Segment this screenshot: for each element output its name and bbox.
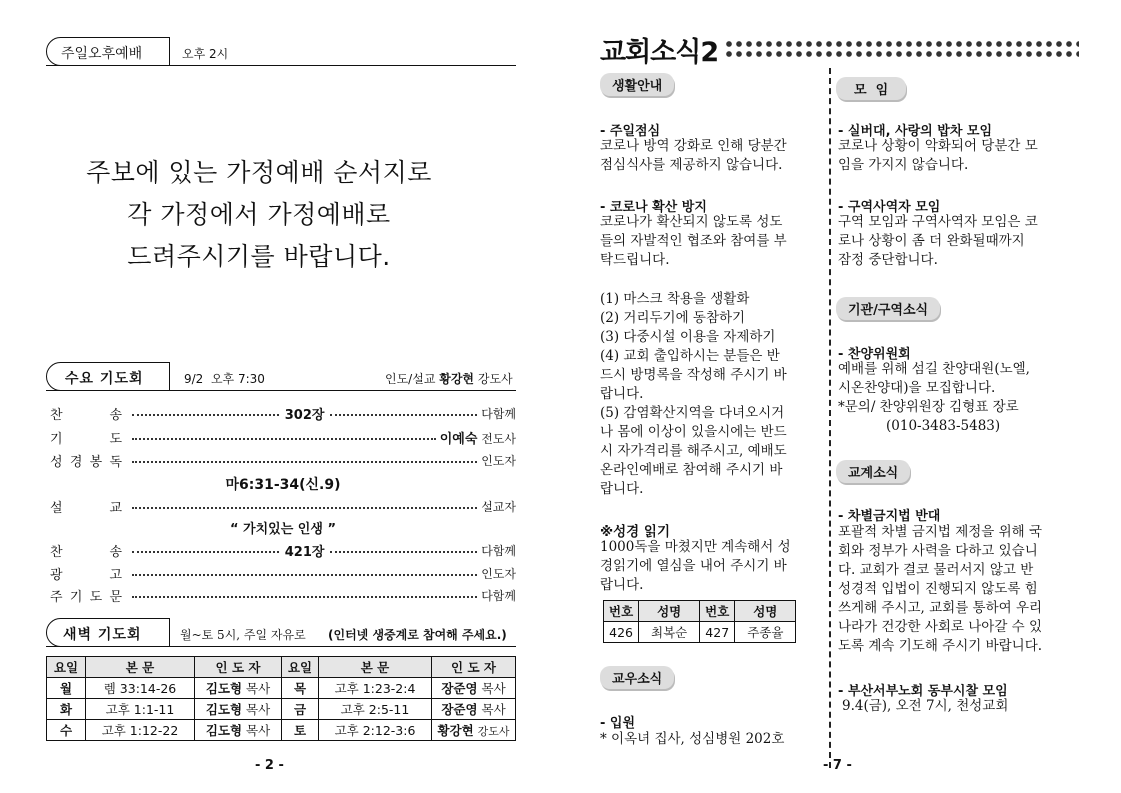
- para-sunday-lunch: 코로나 방역 강화로 인해 당분간 점심식사를 제공하지 않습니다.: [600, 138, 787, 173]
- page-number-right: - 7 -: [823, 758, 852, 773]
- order-row-3: 성 경 봉 독 인도자: [50, 453, 516, 470]
- service-header-title: 주일오후예배: [61, 46, 143, 62]
- heading-district: - 구역사역자 모임: [838, 200, 941, 215]
- wed-leader: [385, 370, 513, 387]
- para-silver: 코로나 상황이 악화되어 당분간 모 임을 가지지 않습니다.: [838, 138, 1038, 173]
- dawn-header: [46, 618, 170, 647]
- heading-presbytery: - 부산서부노회 동부시찰 모임: [838, 684, 1008, 699]
- para-district: 구역 모임과 구역사역자 모임은 코 로나 상황이 좀 더 완화될때까지 잠정 중단합니다.: [838, 214, 1038, 268]
- column-divider: [829, 68, 831, 768]
- dawn-title: 새벽 기도회: [63, 627, 142, 643]
- tag-church-world: 교계소식: [836, 460, 910, 483]
- table-row: 426 최복순 427 주종율: [604, 622, 796, 643]
- para-presbytery: 9.4(금), 오전 7시, 천성교회: [842, 698, 1009, 714]
- heading-bible-reading: ※성경 읽기: [600, 524, 670, 540]
- table-row: 수 고후 1:12-22 김도형 목사 토 고후 2:12-3:6 황강현 강도사: [47, 720, 516, 741]
- para-bible-reading: 1000독을 마쳤지만 계속해서 성 경읽기에 열심을 내어 주시기 바 랍니다.: [600, 539, 791, 593]
- main-message-line-2: 각 가정에서 가정예배로: [127, 200, 391, 229]
- heading-covid: - 코로나 확산 방지: [600, 200, 707, 215]
- heading-choir: - 찬양위원회: [838, 347, 911, 362]
- prayer-leader: 이예숙: [439, 431, 478, 447]
- tag-meetings: 모 임: [836, 77, 906, 100]
- wed-leader-title: 강도사: [477, 372, 513, 386]
- para-covid: 코로나가 확산되지 않도록 성도 들의 자발적인 협조와 참여를 부 탁드립니다.: [600, 214, 787, 268]
- sermon-title: “ 가치있는 인생 ”: [229, 522, 336, 537]
- table-header-row: 번호 성명 번호 성명: [604, 601, 796, 622]
- tag-organization: 기관/구역소식: [836, 297, 940, 320]
- tag-life-guide: 생활안내: [600, 73, 674, 96]
- wed-header: [46, 362, 170, 391]
- table-row: 화 고후 1:1-11 김도형 목사 금 고후 2:5-11 장준영 목사: [47, 699, 516, 720]
- wed-leader-label: 인도/설교: [385, 372, 436, 386]
- heading-silver: - 실버대, 사랑의 밥차 모임: [838, 124, 993, 139]
- hymn-number-2: 421장: [284, 544, 325, 560]
- service-header-time: 오후 2시: [182, 47, 229, 61]
- main-message: [46, 152, 472, 278]
- covid-rules-list: (1) 마스크 착용을 생활화 (2) 거리두기에 동참하기 (3) 다중시설 이용을 자제하기 (4) 교회 출입하시는 분들은 반 드시 방명록을 작성해 주시기 바 랍니다. (5) 감염확산지역을 다녀오시거 나 몸에 이상이 있을시에는 반드 시 자가격리를 해주시고, 예배도 온라인예배로 참여해 주시기 바 랍니다.: [600, 291, 787, 497]
- order-row-2: 기 도 이예숙 전도사: [50, 431, 516, 447]
- main-message-line-3: 드려주시기를 바랍니다.: [127, 242, 391, 271]
- service-header: [46, 37, 170, 66]
- para-anti-discrimination: 포괄적 차별 금지법 제정을 위해 국 회와 정부가 사력을 다하고 있습니 다. 교회가 결코 물러서지 않고 반 성경적 입법이 진행되지 않도록 힘 쓰게해 주시고, 교회를 통하여 우리 나라가 건강한 사회로 나아갈 수 있 도록 계속 기도해 주시기 바랍니다.: [838, 524, 1043, 654]
- wed-leader-name: 황강현: [439, 372, 475, 386]
- page-title: 교회소식2: [600, 37, 719, 68]
- wed-datetime: 9/2 오후 7:30: [184, 372, 265, 386]
- para-choir: 예배를 위해 섬길 찬양대원(노엘, 시온찬양대)을 모집합니다. *문의/ 찬양위원장 김형표 장로 (010-3483-5483): [838, 361, 1030, 434]
- main-message-line-1: 주보에 있는 가정예배 순서지로: [86, 158, 432, 187]
- heading-anti-discrimination: - 차별금지법 반대: [838, 509, 941, 524]
- dawn-note-2: (인터넷 생중계로 참여해 주세요.): [328, 628, 507, 642]
- order-row-7: 주 기 도 문 다함께: [50, 588, 516, 605]
- hymn-number: 302장: [284, 407, 325, 423]
- heading-hospital: - 입원: [600, 716, 636, 731]
- order-row-1: 찬 송 302장 다함께: [50, 402, 516, 424]
- tag-member-news: 교우소식: [600, 666, 674, 689]
- scripture-ref: 마6:31-34(신.9): [225, 477, 341, 493]
- order-row-6: 광 고 인도자: [50, 566, 516, 583]
- bible-reading-table: [603, 600, 796, 643]
- title-dots: [724, 39, 1079, 61]
- dawn-schedule-table: [46, 656, 516, 741]
- table-row: 월 렘 33:14-26 김도형 목사 목 고후 1:23-2:4 장준영 목사: [47, 678, 516, 699]
- dawn-note: 월~토 5시, 주일 자유로: [180, 628, 306, 642]
- table-header-row: 요일 본 문 인 도 자 요일 본 문 인 도 자: [47, 657, 516, 678]
- wed-title: 수요 기도회: [65, 371, 144, 387]
- page-number-left: - 2 -: [255, 758, 284, 773]
- order-row-5: 찬 송 421장 다함께: [50, 539, 516, 561]
- order-row-4: 설 교 설교자: [50, 499, 516, 516]
- heading-sunday-lunch: - 주일점심: [600, 124, 661, 139]
- para-hospital: * 이옥녀 집사, 성심병원 202호: [600, 731, 785, 747]
